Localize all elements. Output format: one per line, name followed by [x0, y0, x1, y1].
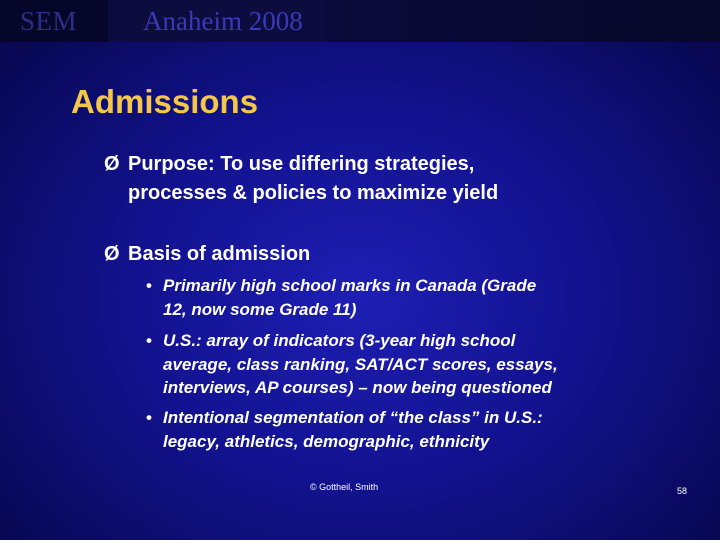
- bullet-text: [128, 240, 628, 269]
- sub-bullet-line: interviews, AP courses) – now being questioned: [163, 378, 552, 397]
- bullet-line: Basis of admission: [128, 243, 311, 265]
- bullet-line: Purpose: To use differing strategies,: [128, 153, 475, 175]
- dot-bullet-icon: •: [146, 276, 152, 295]
- header-sem-label: SEM: [20, 6, 78, 36]
- copyright-text: © Gottheil, Smith: [310, 482, 379, 492]
- sub-bullet-line: U.S.: array of indicators (3-year high school: [163, 331, 516, 350]
- page-number: 58: [677, 486, 688, 496]
- header-conference-label: Anaheim 2008: [143, 6, 303, 36]
- sub-bullet-line: Intentional segmentation of “the class” in U.S.:: [163, 408, 543, 427]
- arrow-bullet-icon: Ø: [104, 243, 120, 265]
- sub-bullet-line: Primarily high school marks in Canada (Grade: [163, 276, 537, 295]
- sub-bullet-text: [163, 274, 625, 321]
- sub-bullet-line: 12, now some Grade 11): [163, 299, 357, 319]
- slide-title: Admissions: [71, 83, 259, 120]
- sub-bullet-text: [163, 406, 625, 453]
- dot-bullet-icon: •: [146, 331, 152, 350]
- dot-bullet-icon: •: [146, 408, 152, 427]
- sub-bullet-text: [163, 329, 625, 400]
- sub-bullet-line: average, class ranking, SAT/ACT scores, essays,: [163, 354, 558, 374]
- arrow-bullet-icon: Ø: [104, 153, 120, 175]
- sub-bullet-line: legacy, athletics, demographic, ethnicity: [163, 431, 490, 451]
- bullet-line: processes & policies to maximize yield: [128, 182, 499, 204]
- bullet-text: [128, 150, 628, 208]
